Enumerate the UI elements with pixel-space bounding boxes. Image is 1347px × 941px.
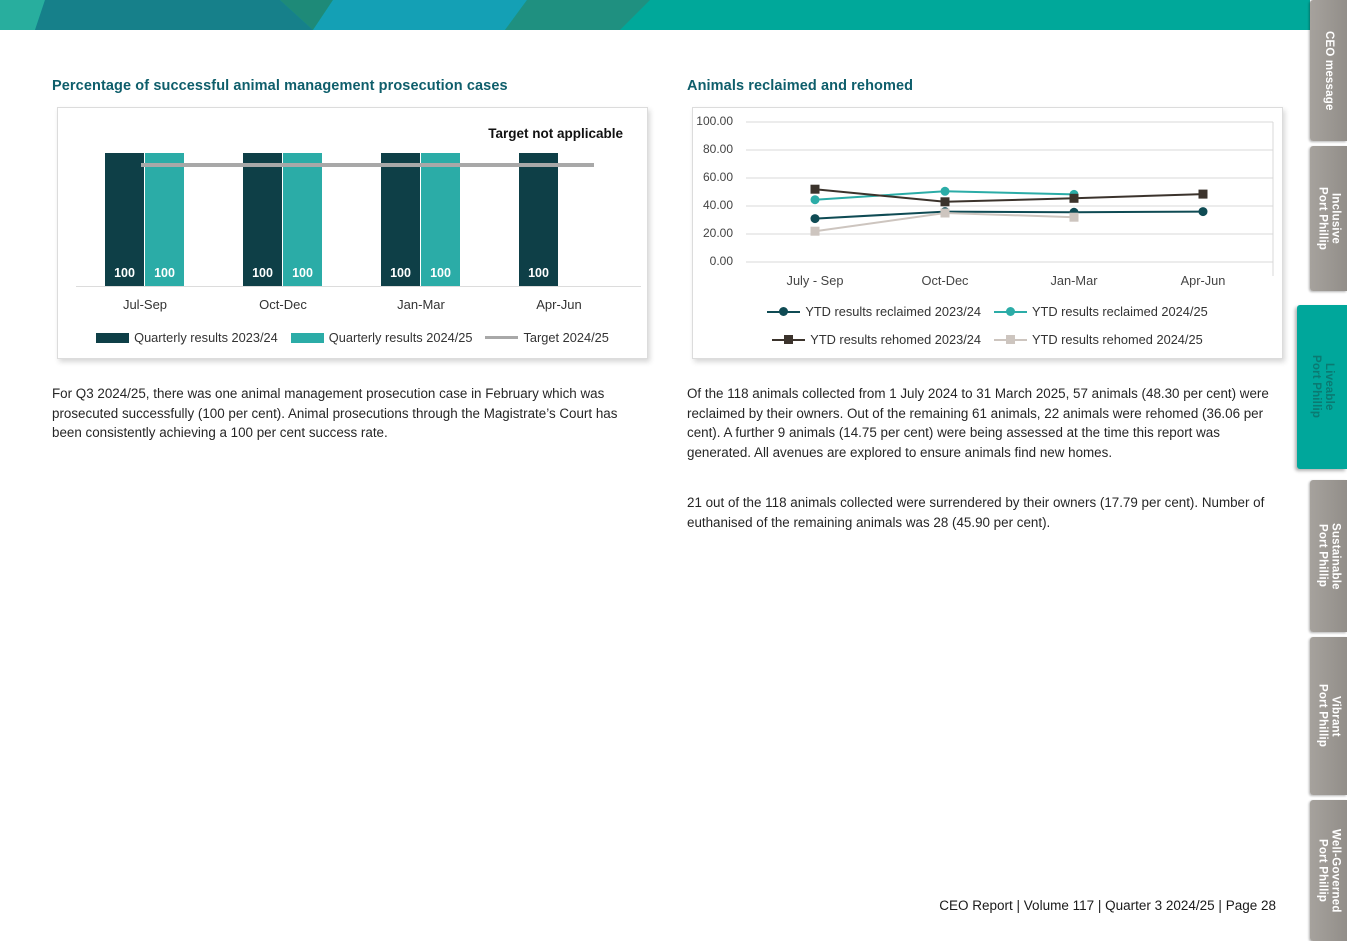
target-line bbox=[141, 163, 594, 167]
legend-item bbox=[291, 330, 473, 345]
banner-shape-cyan bbox=[313, 0, 527, 30]
bar-value-label: 100 bbox=[114, 266, 135, 280]
sidebar-tab-label: Port Phillip bbox=[1316, 186, 1329, 251]
bar-2024-25 bbox=[145, 153, 184, 286]
legend-label: Quarterly results 2024/25 bbox=[328, 330, 473, 345]
line-chart-legend-row1 bbox=[693, 304, 1282, 319]
x-axis-tick: July - Sep bbox=[786, 273, 844, 288]
right-chart-title: Animals reclaimed and rehomed bbox=[687, 78, 914, 94]
x-axis-tick: Jan-Mar bbox=[1050, 273, 1098, 288]
bar-value-label: 100 bbox=[252, 266, 273, 280]
bar-value-label: 100 bbox=[430, 266, 451, 280]
bar-2024-25 bbox=[283, 153, 322, 286]
banner-shape-petrol bbox=[35, 0, 313, 30]
sidebar-tab-vibrant-port-phillip[interactable] bbox=[1310, 637, 1347, 795]
sidebar-tab-inclusive-port-phillip[interactable] bbox=[1310, 146, 1347, 291]
right-commentary-para2: 21 out of the 118 animals collected were surrendered by their owners (17.79 per cent). Number of euthanised of the remaining animals was 28 (45.90 per cent). bbox=[687, 495, 1265, 530]
bar-chart-legend bbox=[58, 330, 647, 345]
bar-2023-24 bbox=[519, 153, 558, 286]
bar-2024-25 bbox=[421, 153, 460, 286]
line-chart-plot bbox=[746, 108, 1276, 283]
sidebar-tab-label: Well-Governed bbox=[1329, 828, 1342, 913]
sidebar-tab-label: Vibrant bbox=[1329, 695, 1342, 737]
legend-item bbox=[96, 330, 278, 345]
legend-item bbox=[767, 304, 981, 319]
sidebar-tab-well-governed-port-phillip[interactable] bbox=[1310, 800, 1347, 941]
x-axis-tick: Apr-Jun bbox=[1180, 273, 1226, 288]
y-axis-tick: 80.00 bbox=[702, 142, 733, 156]
legend-swatch bbox=[994, 307, 1027, 317]
legend-swatch bbox=[485, 336, 518, 339]
legend-label: YTD results reclaimed 2023/24 bbox=[805, 304, 981, 319]
y-axis-tick: 0.00 bbox=[709, 254, 733, 268]
legend-label: Target 2024/25 bbox=[523, 330, 609, 345]
legend-label: YTD results rehomed 2024/25 bbox=[1032, 332, 1203, 347]
y-axis-tick: 60.00 bbox=[702, 170, 733, 184]
sidebar-tab-ceo-message[interactable] bbox=[1310, 0, 1347, 141]
y-axis-tick: 40.00 bbox=[702, 198, 733, 212]
bar-value-label: 100 bbox=[528, 266, 549, 280]
sidebar-tab-label: Inclusive bbox=[1329, 192, 1342, 245]
sidebar-tab-label: Port Phillip bbox=[1316, 838, 1329, 903]
sidebar-tab-label: Port Phillip bbox=[1316, 684, 1329, 748]
sidebar-tab-liveable-port-phillip[interactable] bbox=[1297, 305, 1347, 469]
bar-category-label: Oct-Dec bbox=[259, 297, 307, 312]
sidebar-tab-label: Sustainable bbox=[1329, 522, 1342, 590]
bar-2023-24 bbox=[105, 153, 144, 286]
sidebar-tab-label: CEO message bbox=[1323, 30, 1335, 111]
bar-chart bbox=[58, 108, 647, 358]
bar-value-label: 100 bbox=[390, 266, 411, 280]
bar-category-label: Apr-Jun bbox=[536, 297, 582, 312]
left-chart-title: Percentage of successful animal management prosecution cases bbox=[52, 78, 508, 94]
reclaimed-chart-card bbox=[692, 107, 1283, 359]
prosecution-chart-card bbox=[57, 107, 648, 359]
legend-label: Quarterly results 2023/24 bbox=[134, 330, 278, 345]
legend-item bbox=[994, 332, 1203, 347]
x-axis-tick: Oct-Dec bbox=[921, 273, 969, 288]
bar-chart-baseline bbox=[76, 286, 641, 287]
banner-graphic bbox=[0, 0, 1310, 30]
legend-swatch bbox=[772, 335, 805, 345]
sidebar-tab-label: Port Phillip bbox=[1316, 524, 1329, 588]
legend-swatch bbox=[291, 333, 324, 343]
bar-category-label: Jan-Mar bbox=[397, 297, 445, 312]
sidebar-tab-label: Liveable bbox=[1323, 363, 1335, 411]
legend-item bbox=[485, 330, 608, 345]
legend-label: YTD results rehomed 2023/24 bbox=[810, 332, 981, 347]
legend-item bbox=[772, 332, 981, 347]
right-commentary-para1: Of the 118 animals collected from 1 July 2024 to 31 March 2025, 57 animals (48.30 per cent) were reclaimed by their owners. Out of the remaining 61 animals, 22 animals were rehomed (36.06 per cent). A further 9 animals (14.75 per cent) were being assessed at the time this report was generated. All avenues are explored to ensure animals find new homes. bbox=[687, 386, 1269, 460]
bar-value-label: 100 bbox=[154, 266, 175, 280]
page-footer: CEO Report | Volume 117 | Quarter 3 2024/25 | Page 28 bbox=[939, 898, 1276, 913]
sidebar-tab-label: Port Phillip bbox=[1310, 355, 1322, 419]
sidebar-tab-sustainable-port-phillip[interactable] bbox=[1310, 480, 1347, 632]
y-axis-tick: 20.00 bbox=[702, 226, 733, 240]
left-commentary: For Q3 2024/25, there was one animal management prosecution case in February which was prosecuted successfully (100 per cent). Animal prosecutions through the Magistrate’s Court has been consistently achieving a 100 per cent success rate. bbox=[52, 386, 618, 441]
legend-swatch bbox=[96, 333, 129, 343]
legend-swatch bbox=[767, 307, 800, 317]
legend-label: YTD results reclaimed 2024/25 bbox=[1032, 304, 1208, 319]
line-chart-legend-row2 bbox=[693, 332, 1282, 347]
bar-2023-24 bbox=[243, 153, 282, 286]
bar-category-label: Jul-Sep bbox=[122, 297, 168, 312]
legend-item bbox=[994, 304, 1208, 319]
legend-swatch bbox=[994, 335, 1027, 345]
y-axis-tick: 100.00 bbox=[696, 114, 733, 128]
target-note: Target not applicable bbox=[488, 126, 623, 141]
bar-value-label: 100 bbox=[292, 266, 313, 280]
bar-2023-24 bbox=[381, 153, 420, 286]
